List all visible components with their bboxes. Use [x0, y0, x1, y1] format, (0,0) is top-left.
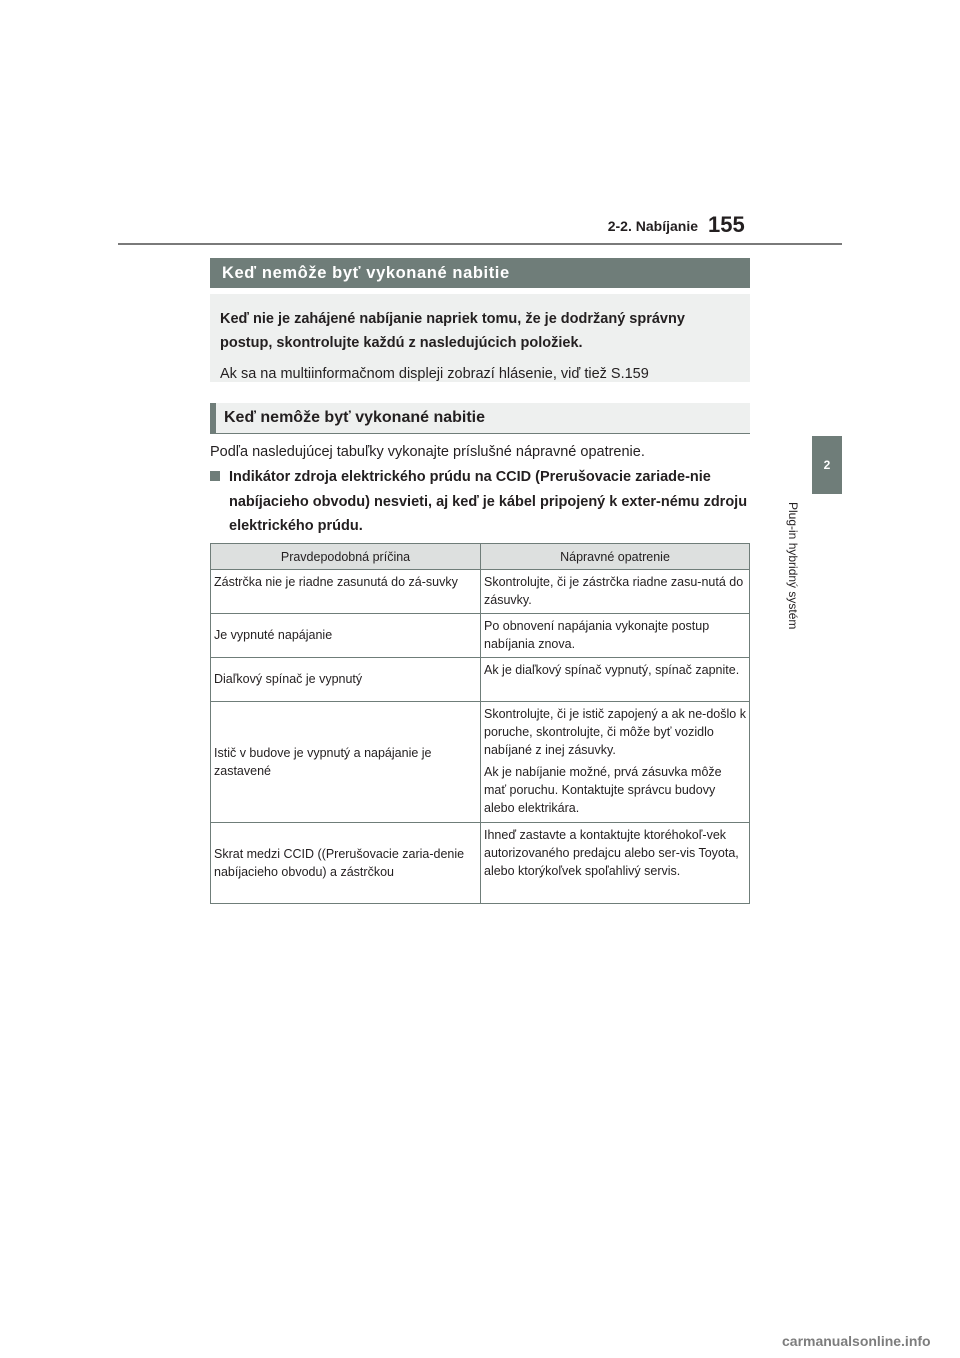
bullet-item [210, 465, 750, 539]
chapter-tab [812, 436, 842, 494]
table-row [211, 570, 750, 614]
remedy-cell [481, 658, 750, 702]
subheading: Keď nemôže byť vykonané nabitie [224, 409, 486, 426]
remedy-cell [481, 570, 750, 614]
intro-text: Ak sa na multiinformačnom displeji zobrazí hlásenie, viď tiež S.159 [220, 366, 649, 382]
cause-cell: Zástrčka nie je riadne zasunutá do zá-suvky [211, 570, 481, 614]
column-header-remedy: Nápravné opatrenie [481, 544, 750, 570]
chapter-label: Plug-in hybridný systém [786, 502, 800, 630]
troubleshooting-table [210, 543, 750, 904]
remedy-text: Skontrolujte, či je istič zapojený a ak ne-došlo k poruche, skontrolujte, či môže byť vozidlo nabíjané z inej zásuvky. [484, 707, 746, 757]
intro-box [210, 294, 750, 382]
cause-cell: Skrat medzi CCID ((Prerušovacie zaria-denie nabíjacieho obvodu) a zástrčkou [211, 823, 481, 904]
cause-cell: Je vypnuté napájanie [211, 614, 481, 658]
remedy-text: Skontrolujte, či je zástrčka riadne zasu-nutá do zásuvky. [484, 575, 744, 607]
remedy-text: Ak je nabíjanie možné, prvá zásuvka môže mať poruchu. Kontaktujte správcu budovy alebo elektrikára. [484, 765, 722, 815]
remedy-text: Po obnovení napájania vykonajte postup nabíjania znova. [484, 619, 710, 651]
remedy-cell [481, 614, 750, 658]
remedy-cell [481, 702, 750, 823]
section-title: 2-2. Nabíjanie [607, 218, 698, 234]
subheading-bar [210, 403, 750, 433]
body-paragraph: Podľa nasledujúcej tabuľky vykonajte príslušné nápravné opatrenie. [210, 444, 645, 460]
page-title-bar [210, 258, 750, 288]
header-divider [118, 243, 842, 245]
chapter-label-container [784, 502, 804, 672]
page-number: 155 [708, 212, 745, 237]
column-header-cause: Pravdepodobná príčina [211, 544, 481, 570]
cause-cell: Diaľkový spínač je vypnutý [211, 658, 481, 702]
remedy-text: Ihneď zastavte a kontaktujte ktoréhokoľ-vek autorizovaného predajcu alebo ser-vis Toyota, alebo ktorýkoľvek spoľahlivý servis. [484, 828, 739, 878]
table-row [211, 823, 750, 904]
table-row [211, 614, 750, 658]
bullet-square-icon [210, 471, 220, 481]
cause-cell: Istič v budove je vypnutý a napájanie je zastavené [211, 702, 481, 823]
bullet-text: Indikátor zdroja elektrického prúdu na CCID (Prerušovacie zariade-nie nabíjacieho obvodu) nesvieti, aj keď je kábel pripojený k exter-nému zdroju elektrického prúdu. [229, 469, 748, 534]
subheading-divider [210, 433, 750, 434]
table-row [211, 702, 750, 823]
chapter-number: 2 [823, 458, 831, 472]
page-title: Keď nemôže byť vykonané nabitie [222, 263, 510, 282]
remedy-text: Ak je diaľkový spínač vypnutý, spínač zapnite. [484, 663, 740, 677]
intro-bold-text: Keď nie je zahájené nabíjanie napriek tomu, že je dodržaný správny postup, skontrolujte každú z nasledujúcich položiek. [220, 311, 685, 351]
table-header-row [211, 544, 750, 570]
table-row [211, 658, 750, 702]
remedy-cell [481, 823, 750, 904]
watermark: carmanualsonline.info [782, 1333, 931, 1349]
